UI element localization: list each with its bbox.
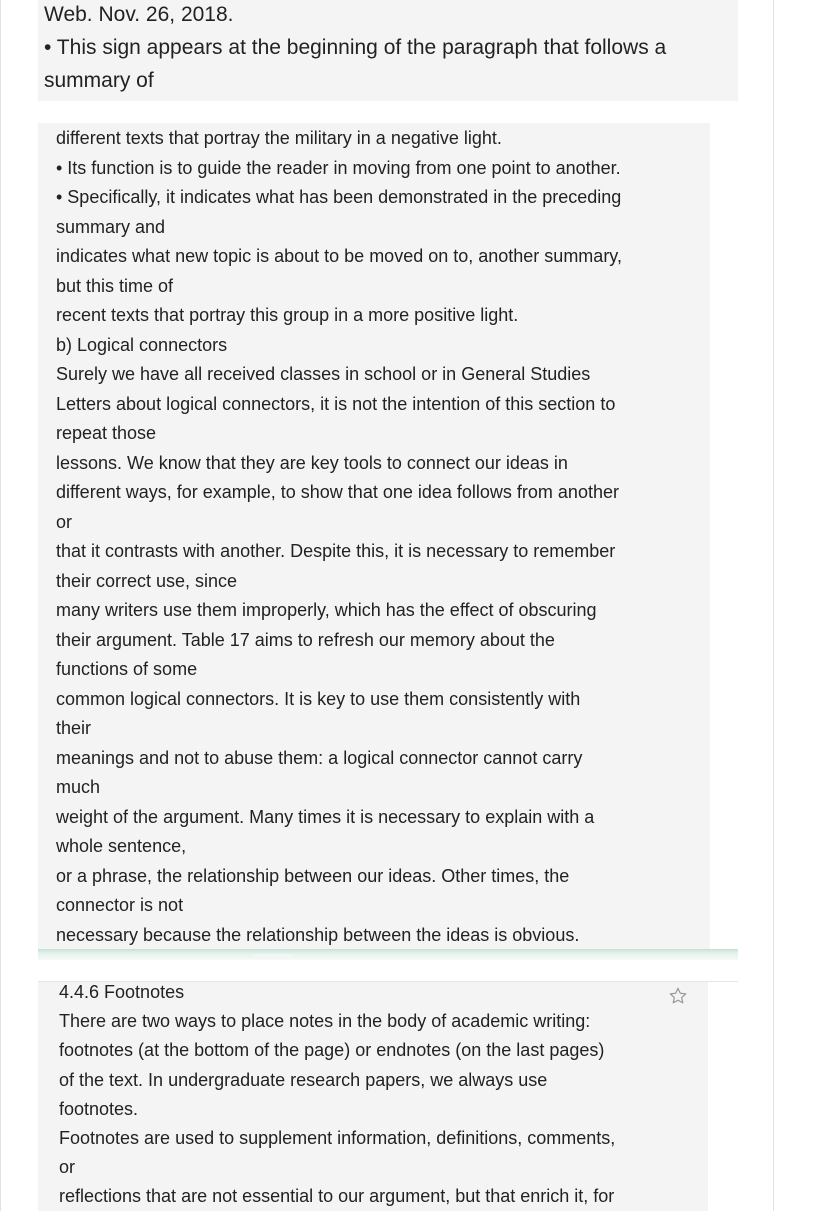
text-line: many writers use them improperly, which has the effect of obscuring: [56, 600, 597, 620]
text-line: repeat those: [56, 423, 157, 443]
text-block-2: [38, 123, 710, 949]
text-line: much: [56, 777, 101, 797]
section-divider-strip: [38, 949, 738, 960]
text-line: footnotes (at the bottom of the page) or endnotes (on the last pages): [59, 1040, 605, 1061]
text-line: their: [56, 718, 92, 738]
text-line: that it contrasts with another. Despite this, it is necessary to remember: [56, 541, 616, 561]
scrollbar-track[interactable]: [773, 0, 774, 1211]
text-line: reflections that are not essential to our argument, but that enrich it, for: [59, 1186, 615, 1207]
text-block-3: [38, 982, 708, 1211]
text-line: or a phrase, the relationship between our ideas. Other times, the: [56, 865, 570, 886]
text-line: weight of the argument. Many times it is necessary to explain with a: [56, 806, 595, 827]
text-line: summary of: [44, 69, 154, 92]
text-line: their argument. Table 17 aims to refresh our memory about the: [56, 629, 555, 650]
text-line: meanings and not to abuse them: a logical connector cannot carry: [56, 747, 583, 768]
text-line: connector is not: [56, 895, 184, 915]
text-line: Web. Nov. 26, 2018.: [44, 3, 234, 26]
text-line: Footnotes are used to supplement information, definitions, comments,: [59, 1128, 616, 1149]
text-line: of the text. In undergraduate research papers, we always use: [59, 1069, 548, 1090]
text-line: but this time of: [56, 275, 174, 296]
left-border: [0, 0, 1, 1211]
text-line: or: [56, 511, 73, 532]
text-line: • Specifically, it indicates what has been demonstrated in the preceding: [56, 187, 622, 207]
text-line: footnotes.: [59, 1098, 139, 1119]
text-line: recent texts that portray this group in a more positive light.: [56, 305, 519, 325]
text-line: • Its function is to guide the reader in moving from one point to another.: [56, 157, 621, 178]
text-line: whole sentence,: [56, 836, 187, 856]
star-outline-icon[interactable]: [666, 984, 690, 1008]
text-line: different texts that portray the military in a negative light.: [56, 128, 502, 148]
text-line: or: [59, 1157, 76, 1178]
text-line: functions of some: [56, 659, 198, 679]
text-line: indicates what new topic is about to be moved on to, another summary,: [56, 246, 622, 266]
text-line: different ways, for example, to show that one idea follows from another: [56, 482, 619, 502]
text-line: necessary because the relationship between the ideas is obvious.: [56, 924, 580, 945]
text-line: There are two ways to place notes in the body of academic writing:: [59, 1011, 591, 1032]
section-heading: b) Logical connectors: [56, 334, 228, 355]
text-line: summary and: [56, 216, 166, 237]
text-line: common logical connectors. It is key to use them consistently with: [56, 688, 581, 709]
divider-tab: [254, 954, 292, 959]
text-line: • This sign appears at the beginning of the paragraph that follows a: [44, 36, 667, 59]
text-block-1: [38, 0, 738, 101]
text-line: their correct use, since: [56, 570, 238, 591]
text-line: Letters about logical connectors, it is not the intention of this section to: [56, 393, 616, 414]
text-line: Surely we have all received classes in school or in General Studies: [56, 364, 591, 384]
text-line: lessons. We know that they are key tools to connect our ideas in: [56, 452, 568, 473]
section-heading: 4.4.6 Footnotes: [59, 982, 185, 1002]
star-outline-icon-graphic: [668, 986, 688, 1006]
